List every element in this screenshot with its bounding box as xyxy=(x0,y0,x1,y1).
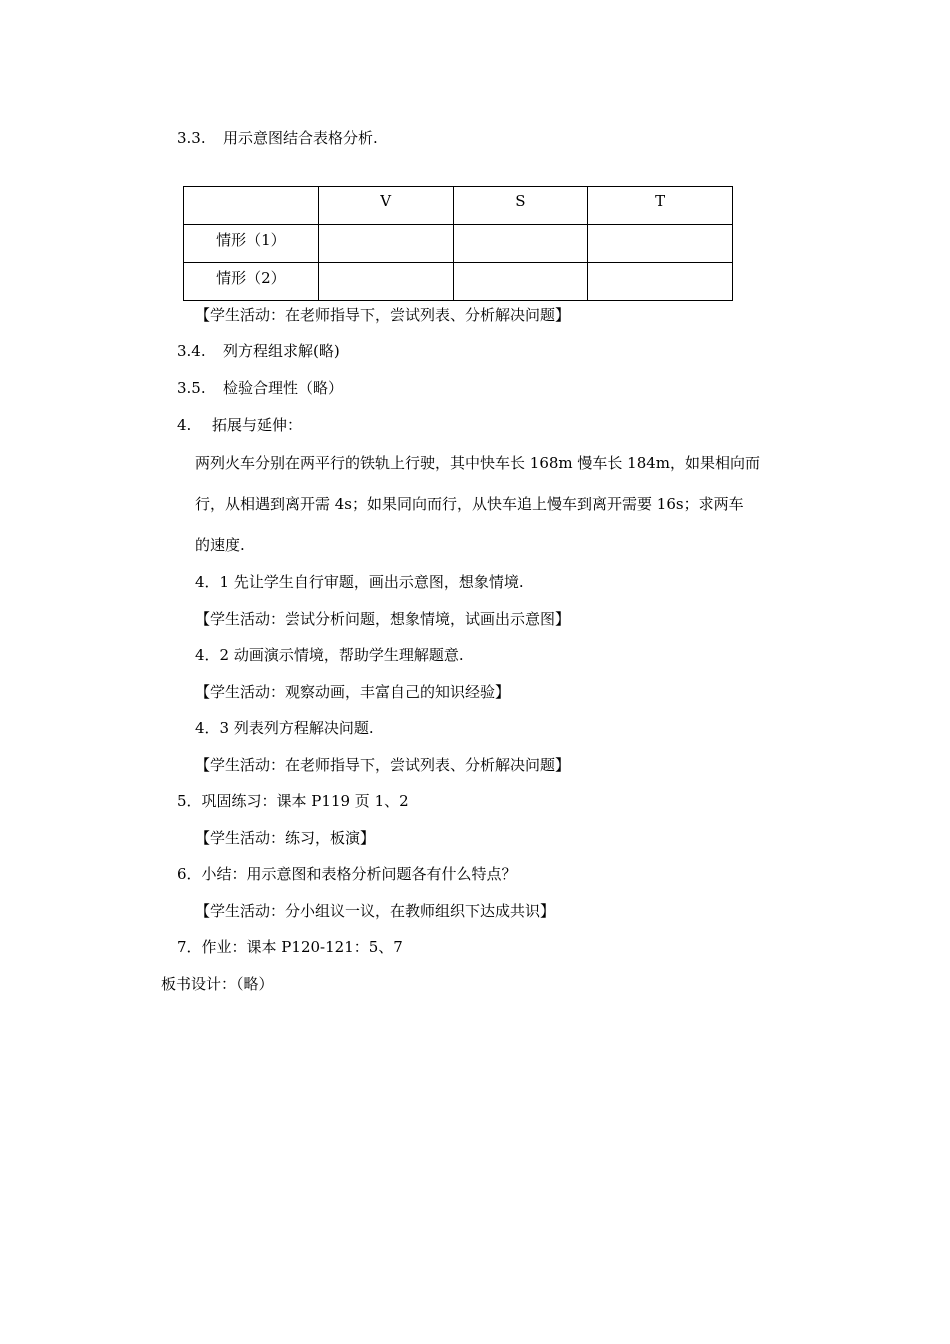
step-4-2: 4．2 动画演示情境，帮助学生理解题意. xyxy=(195,646,464,664)
student-activity: 【学生活动：在老师指导下，尝试列表、分析解决问题】 xyxy=(195,756,571,774)
table-header-cell: V xyxy=(318,187,453,225)
table-cell xyxy=(588,225,733,263)
section-7: 7．作业：课本 P120-121：5、7 xyxy=(177,938,403,956)
section-3-4 xyxy=(177,341,340,361)
section-number: 4. xyxy=(177,416,192,434)
table-header-row xyxy=(184,187,733,225)
section-text: 拓展与延伸： xyxy=(212,416,303,434)
student-activity: 【学生活动：在老师指导下，尝试列表、分析解决问题】 xyxy=(195,306,571,324)
table-row xyxy=(184,263,733,301)
board-design: 板书设计：（略） xyxy=(161,975,274,993)
problem-line: 的速度. xyxy=(195,536,245,554)
table-row-label: 情形（2） xyxy=(184,263,319,301)
student-activity: 【学生活动：尝试分析问题，想象情境，试画出示意图】 xyxy=(195,610,571,628)
table-row xyxy=(184,225,733,263)
step-4-1: 4．1 先让学生自行审题，画出示意图，想象情境. xyxy=(195,573,524,591)
student-activity: 【学生活动：分小组议一议，在教师组织下达成共识】 xyxy=(195,902,556,920)
student-activity: 【学生活动：练习，板演】 xyxy=(195,829,376,847)
section-5: 5．巩固练习：课本 P119 页 1、2 xyxy=(177,792,409,810)
table-cell xyxy=(588,263,733,301)
step-4-3: 4．3 列表列方程解决问题. xyxy=(195,719,374,737)
table-cell xyxy=(318,263,453,301)
section-text: 检验合理性（略） xyxy=(223,379,344,397)
student-activity: 【学生活动：观察动画，丰富自己的知识经验】 xyxy=(195,683,511,701)
section-6: 6．小结：用示意图和表格分析问题各有什么特点？ xyxy=(177,865,517,883)
table-cell xyxy=(453,263,588,301)
section-3-3 xyxy=(177,128,378,148)
analysis-table xyxy=(183,186,733,301)
section-number: 3.5. xyxy=(177,379,206,397)
table-cell xyxy=(318,225,453,263)
problem-line: 两列火车分别在两平行的铁轨上行驶，其中快车长 168m 慢车长 184m，如果相向而 xyxy=(195,454,761,472)
table-header-cell: S xyxy=(453,187,588,225)
section-text: 用示意图结合表格分析. xyxy=(223,129,378,147)
table-header-cell: T xyxy=(588,187,733,225)
section-number: 3.4. xyxy=(177,342,206,360)
table-cell xyxy=(453,225,588,263)
section-text: 列方程组求解(略) xyxy=(223,342,340,360)
table-header-cell xyxy=(184,187,319,225)
problem-line: 行，从相遇到离开需 4s；如果同向而行，从快车追上慢车到离开需要 16s；求两车 xyxy=(195,495,744,513)
table-row-label: 情形（1） xyxy=(184,225,319,263)
section-4 xyxy=(177,415,302,435)
section-number: 3.3. xyxy=(177,129,206,147)
section-3-5 xyxy=(177,378,343,398)
